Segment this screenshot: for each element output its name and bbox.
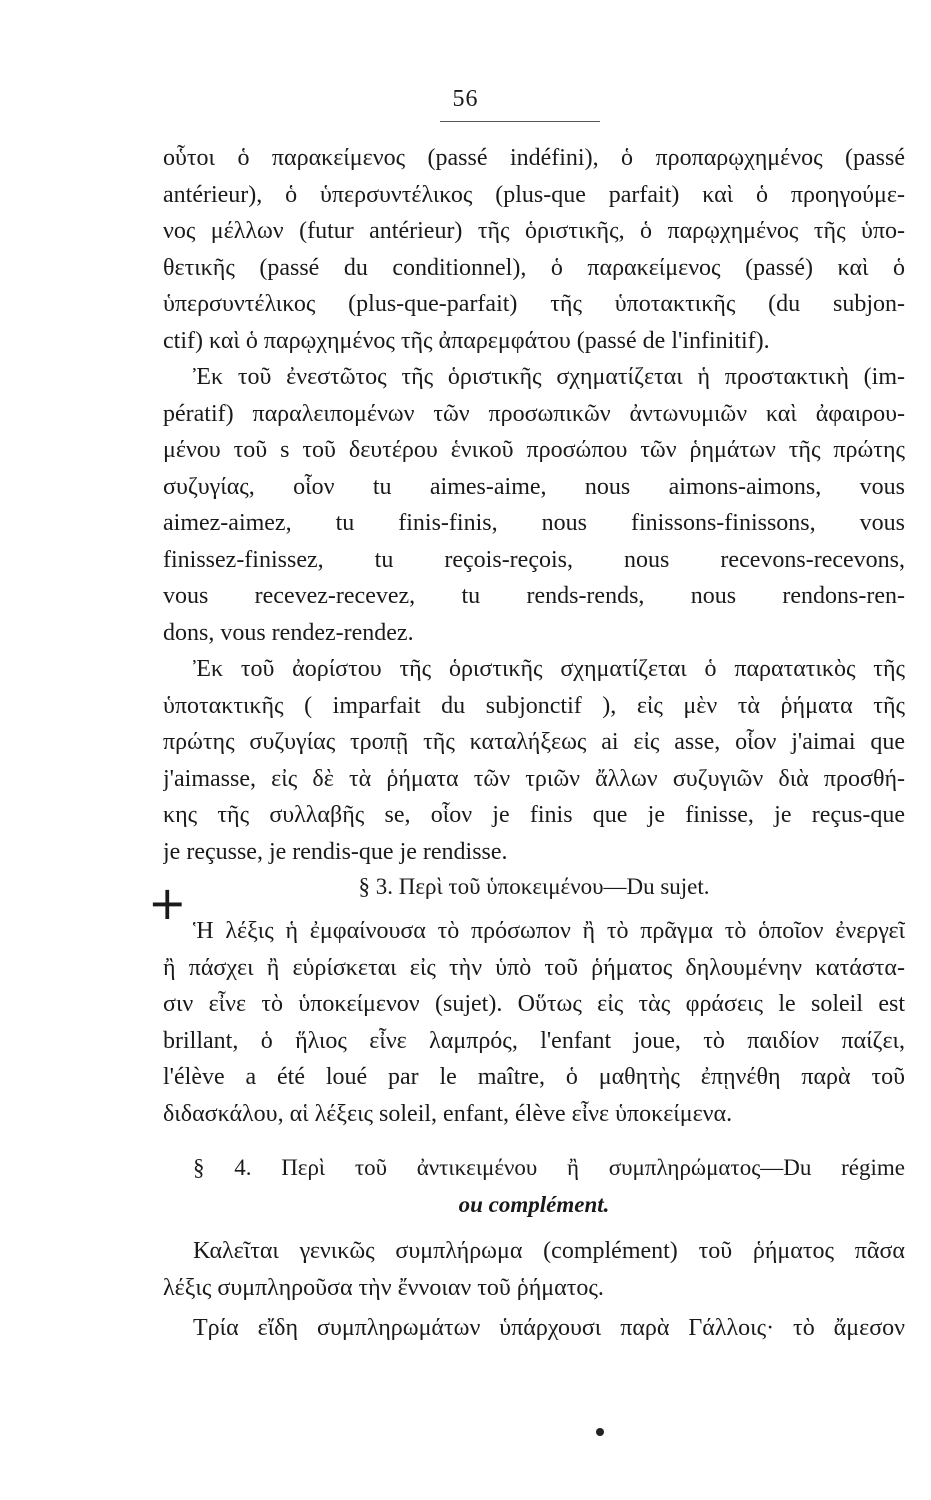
text-line: ctif) καὶ ὁ παρῳχημένος τῆς ἀπαρεμφάτου (passé de l'infinitif).	[163, 327, 770, 354]
text-line: ἢ πάσχει ἢ εὑρίσκεται εἰς τὴν ὑπὸ τοῦ ῥήματος δηλουμένην κατάστα-	[163, 954, 905, 981]
text-line: Ἐκ τοῦ ἐνεστῶτος τῆς ὁριστικῆς σχηματίζεται ἡ προστακτικὴ (im-	[193, 364, 905, 390]
paragraph-subject	[163, 913, 905, 1132]
ink-dot	[596, 1428, 604, 1436]
text-line: ὑποτακτικῆς ( imparfait du subjonctif ), εἰς μὲν τὰ ῥήματα τῆς	[163, 692, 905, 719]
text-line: ὑπερσυντέλικος (plus-que-parfait) τῆς ὑποτακτικῆς (du subjon-	[163, 291, 905, 317]
page-number: 56	[452, 86, 479, 112]
text-line: pératif) παραλειπομένων τῶν προσωπικῶν ἀντωνυμιῶν καὶ ἀφαιρου-	[163, 400, 905, 427]
text-line: Καλεῖται γενικῶς συμπλήρωμα (complément) τοῦ ῥήματος πᾶσα	[193, 1238, 905, 1264]
text-line: Τρία εἴδη συμπληρωμάτων ὑπάρχουσι παρὰ Γάλλοις· τὸ ἄμεσον	[193, 1315, 905, 1341]
text-line: antérieur), ὁ ὑπερσυντέλικος (plus-que parfait) καὶ ὁ προηγούμε-	[163, 181, 905, 208]
section-4-heading	[163, 1150, 905, 1223]
section-heading: § 3. Περὶ τοῦ ὑποκειμένου—Du sujet.	[358, 874, 710, 899]
text-line: λέξις συμπληροῦσα τὴν ἔννοιαν τοῦ ῥήματος.	[163, 1274, 604, 1301]
header-rule	[440, 121, 600, 122]
text-line: μένου τοῦ s τοῦ δευτέρου ἑνικοῦ προσώπου τῶν ῥημάτων τῆς πρώτης	[163, 437, 905, 463]
section-3-heading	[163, 869, 905, 906]
paragraph-imperative	[163, 359, 905, 651]
paragraph-tenses-continued	[163, 140, 905, 359]
text-line: πρώτης συζυγίας τροπῇ τῆς καταλήξεως ai εἰς asse, οἷον j'aimai que	[163, 729, 905, 755]
text-line: aimez-aimez, tu finis-finis, nous finissons-finissons, vous	[163, 510, 905, 536]
paragraph-complement	[163, 1233, 905, 1306]
text-line: j'aimasse, εἰς δὲ τὰ ῥήματα τῶν τριῶν ἄλλων συζυγιῶν διὰ προσθή-	[163, 765, 905, 792]
text-line: θετικῆς (passé du conditionnel), ὁ παρακείμενος (passé) καὶ ὁ	[163, 254, 905, 281]
margin-cross-mark: +	[148, 876, 187, 930]
text-line: je reçusse, je rendis-que je rendisse.	[163, 838, 508, 865]
text-line: l'élève a été loué par le maître, ὁ μαθητὴς ἐπῃνέθη παρὰ τοῦ	[163, 1064, 905, 1090]
text-line: νος μέλλων (futur antérieur) τῆς ὁριστικῆς, ὁ παρῳχημένος τῆς ὑπο-	[163, 218, 905, 244]
text-line: σιν εἶνε τὸ ὑποκείμενον (sujet). Οὕτως εἰς τὰς φράσεις le soleil est	[163, 991, 905, 1017]
section-heading: § 4. Περὶ τοῦ ἀντικειμένου ἢ συμπληρώματος—Du régime	[193, 1155, 905, 1180]
paragraph-imperfect-subjunctive	[163, 651, 905, 870]
text-line: συζυγίας, οἷον tu aimes-aime, nous aimons-aimons, vous	[163, 473, 905, 500]
text-line: Ἡ λέξις ἡ ἐμφαίνουσα τὸ πρόσωπον ἢ τὸ πρᾶγμα τὸ ὁποῖον ἐνεργεῖ	[193, 918, 905, 944]
text-line: brillant, ὁ ἥλιος εἶνε λαμπρός, l'enfant joue, τὸ παιδίον παίζει,	[163, 1027, 905, 1054]
text-line: οὗτοι ὁ παρακείμενος (passé indéfini), ὁ προπαρῳχημένος (passé	[163, 145, 905, 171]
text-line: Ἐκ τοῦ ἀορίστου τῆς ὁριστικῆς σχηματίζεται ὁ παρατατικὸς τῆς	[193, 656, 905, 682]
text-line: vous recevez-recevez, tu rends-rends, nous rendons-ren-	[163, 583, 905, 609]
section-heading-continued: ou complément.	[458, 1191, 610, 1217]
text-line: dons, vous rendez-rendez.	[163, 619, 414, 646]
text-line: κης τῆς συλλαβῆς se, οἷον je finis que je finisse, je reçus-que	[163, 802, 905, 828]
text-line: finissez-finissez, tu reçois-reçois, nous recevons-recevons,	[163, 546, 905, 573]
paragraph-complement-kinds	[163, 1310, 905, 1347]
text-line: διδασκάλου, αἱ λέξεις soleil, enfant, élève εἶνε ὑποκείμενα.	[163, 1100, 733, 1127]
